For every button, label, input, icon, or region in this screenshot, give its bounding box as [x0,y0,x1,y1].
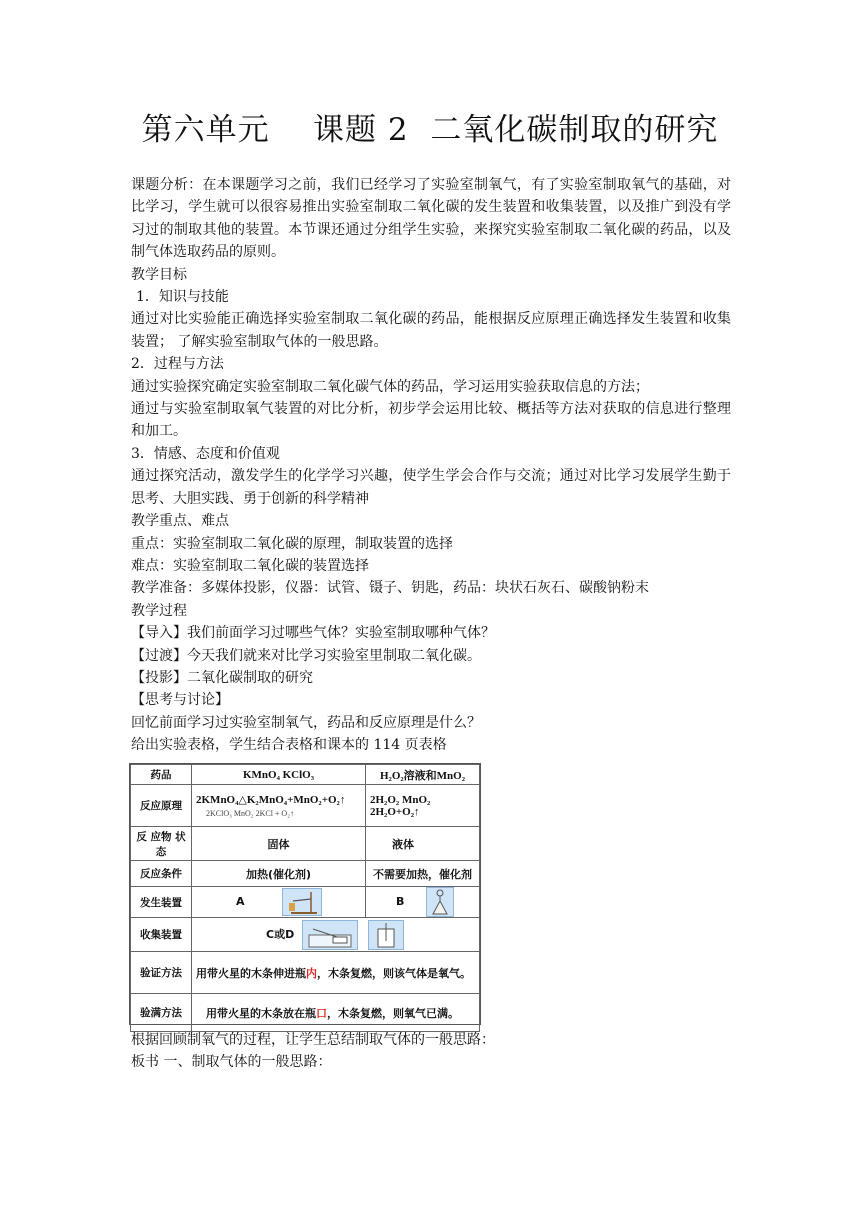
row-header: 发生装置 [131,887,192,918]
paragraph-projection: 【投影】二氧化碳制取的研究 [131,669,313,686]
table-row [131,887,480,918]
subheading-knowledge: 1．知识与技能 [136,289,229,306]
table-row [131,827,480,861]
collect-label: C或D [266,927,295,941]
heading-key-points: 教学重点、难点 [131,513,229,530]
paragraph-board: 板书 一、制取气体的一般思路： [131,1054,332,1071]
reagent-left: KMnO₄ KClO₃ [192,765,366,785]
row-header: 反应原理 [131,785,192,827]
table-row [131,952,480,994]
equation-left-cell [192,785,366,827]
paragraph-attitude: 通过探究活动，激发学生的化学学习兴趣，使学生学会合作与交流；通过对比学习发展学生勤于思考、大胆实践、勇于创新的科学精神 [131,468,731,507]
document-title: 第六单元 课题 2 二氧化碳制取的研究 [141,112,719,148]
document-body [131,174,731,757]
collect-c-image [302,920,358,950]
paragraph-recall: 回忆前面学习过实验室制氧气，药品和反应原理是什么？ [131,714,481,731]
verify-text-post: ，木条复燃，则该气体是氧气。 [317,966,471,980]
paragraph-analysis: 课题分析：在本课题学习之前，我们已经学习了实验室制氧气，有了实验室制取氧气的基础，对比学习，学生就可以很容易推出实验室制取二氧化碳的发生装置和收集装置，以及推广到没有学习过的制取其他的装置。本节课还通过分组学生实验，来探究实验室制取二氧化碳的药品，以及制气体选取药品的原则。 [131,177,731,261]
heading-process: 教学过程 [131,602,187,619]
table-row [131,918,480,952]
paragraph-process-2: 通过与实验室制取氧气装置的对比分析，初步学会运用比较、概括等方法对获取的信息进行整理和加工。 [131,401,731,440]
heading-objectives: 教学目标 [131,266,187,283]
paragraph-discussion: 【思考与讨论】 [131,692,229,709]
row-header: 反 应物 状 态 [131,827,192,861]
row-header: 反应条件 [131,861,192,887]
paragraph-process-1: 通过实验探究确定实验室制取二氧化碳气体的药品，学习运用实验获取信息的方法； [131,378,649,395]
full-check-cell [192,994,480,1032]
paragraph-key-point: 重点：实验室制取二氧化碳的原理，制取装置的选择 [131,535,453,552]
apparatus-left-cell [192,887,366,918]
apparatus-right-cell [366,887,480,918]
full-check-text-red: 口 [316,1006,327,1020]
paragraph-table-intro: 给出实验表格，学生结合表格和课本的 114 页表格 [131,737,447,754]
paragraph-transition: 【过渡】今天我们就来对比学习实验室里制取二氧化碳。 [131,647,481,664]
condition-right: 不需要加热，催化剂 [366,861,480,887]
collect-d-image [368,920,404,950]
table-row [131,785,480,827]
equation-h2o2: 2H₂O₂ MnO₂ 2H₂O+O₂↑ [366,785,480,827]
paragraph-knowledge: 通过对比实验能正确选择实验室制取二氧化碳的药品，能根据反应原理正确选择发生装置和收集装置； 了解实验室制取气体的一般思路。 [131,311,731,350]
row-header: 验满方法 [131,994,192,1032]
subheading-attitude: 3．情感、态度和价值观 [131,445,280,462]
reagent-right: H₂O₂溶液和MnO₂ [366,765,480,785]
oxygen-lab-table [130,764,480,1032]
apparatus-a-image [282,888,322,916]
row-header: 收集装置 [131,918,192,952]
subheading-process: 2．过程与方法 [131,356,224,373]
collect-cell [192,918,480,952]
paragraph-preparation: 教学准备：多媒体投影，仪器：试管、镊子、钥匙，药品：块状石灰石、碳酸钠粉末 [131,580,649,597]
full-check-text-pre: 用带火星的木条放在瓶 [206,1006,316,1020]
verify-cell [192,952,480,994]
table-row [131,861,480,887]
condition-left: 加热(催化剂) [192,861,366,887]
oxygen-lab-table-figure [129,763,481,1025]
row-header: 验证方法 [131,952,192,994]
equation-kmno4: 2KMnO₄△K₂MnO₄+MnO₂+O₂↑ [196,794,346,806]
paragraph-summary: 根据回顾制氧气的过程，让学生总结制取气体的一般思路： [131,1032,495,1048]
paragraph-difficult-point: 难点：实验室制取二氧化碳的装置选择 [131,557,369,574]
verify-text-pre: 用带火星的木条伸进瓶 [196,966,306,980]
table-row [131,994,480,1032]
state-left: 固体 [192,827,366,861]
row-header: 药品 [131,765,192,785]
apparatus-label-a: A [236,895,245,908]
state-right: 液体 [366,827,480,861]
paragraph-intro: 【导入】我们前面学习过哪些气体？实验室制取哪种气体？ [131,625,495,642]
verify-text-red: 内 [306,966,317,980]
table-row [131,765,480,785]
document-body-after-table [131,1029,731,1074]
equation-kclo3: 2KClO₃ MnO₂ 2KCl + O₂↑ [206,809,294,818]
full-check-text-post: ，木条复燃，则氧气已满。 [327,1006,459,1020]
apparatus-b-image [426,887,454,917]
apparatus-label-b: B [396,895,405,908]
